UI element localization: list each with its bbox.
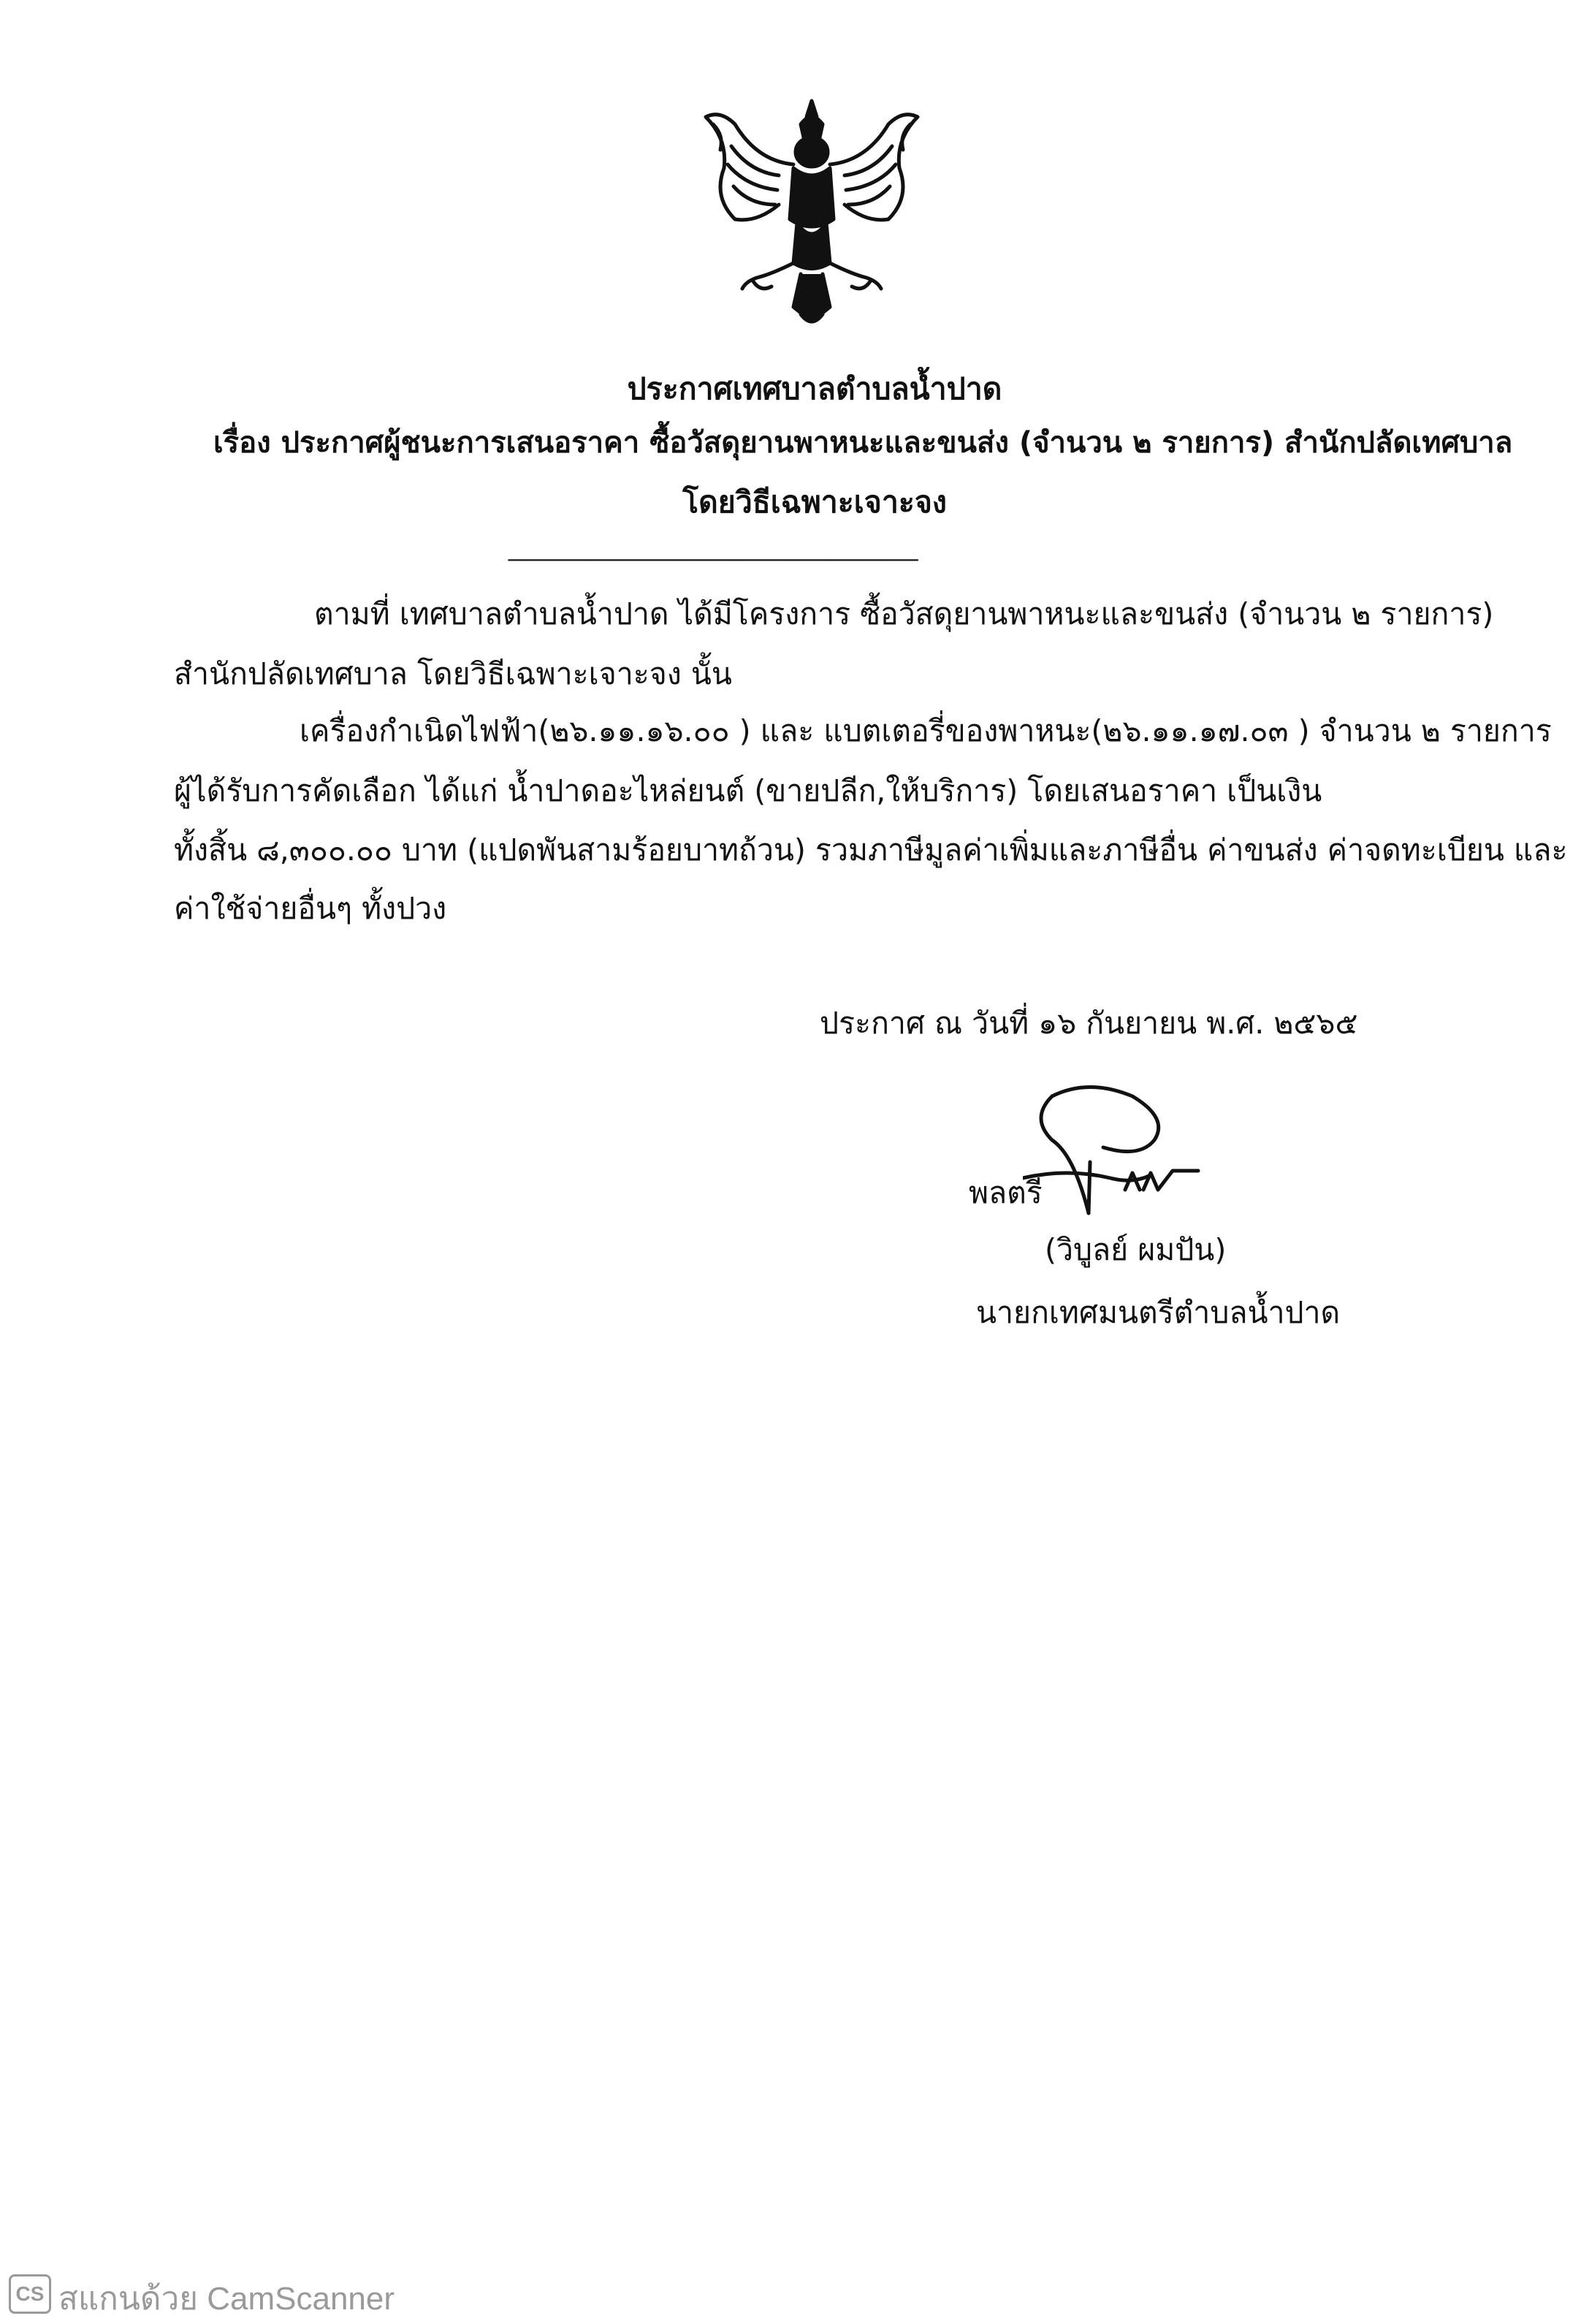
camscanner-logo-icon: CS [9, 2274, 51, 2314]
announcement-subject-line1: เรื่อง ประกาศผู้ชนะการเสนอราคา ซื้อวัสดุยานพาหนะและขนส่ง (จำนวน ๒ รายการ) สำนักปลัดเทศบาล [213, 426, 1513, 460]
body-para2-line4: ค่าใช้จ่ายอื่นๆ ทั้งปวง [174, 891, 447, 926]
handwritten-signature-icon [1023, 1082, 1213, 1228]
signatory-name: (วิบูลย์ ผมปัน) [1045, 1232, 1227, 1267]
announcement-title: ประกาศเทศบาลตำบลน้ำปาด [627, 371, 1002, 406]
garuda-emblem-icon [691, 95, 932, 329]
signatory-position: นายกเทศมนตรีตำบลน้ำปาด [976, 1295, 1341, 1330]
body-para2-line2: ผู้ได้รับการคัดเลือก ได้แก่ น้ำปาดอะไหล่ยนต์ (ขายปลีก,ให้บริการ) โดยเสนอราคา เป็นเงิน [174, 773, 1322, 808]
announcement-subject-line2: โดยวิธีเฉพาะเจาะจง [682, 485, 947, 520]
body-para2-line3: ทั้งสิ้น ๘,๓๐๐.๐๐ บาท (แปดพันสามร้อยบาทถ้วน) รวมภาษีมูลค่าเพิ่มและภาษีอื่น ค่าขนส่ง ค่าจดทะเบียน และ [174, 832, 1568, 867]
camscanner-watermark: สแกนด้วย CamScanner [58, 2281, 395, 2317]
body-para1-line2: สำนักปลัดเทศบาล โดยวิธีเฉพาะเจาะจง นั้น [174, 656, 732, 691]
header-divider: ------------------------------------------------------------------------------- [507, 547, 918, 571]
signatory-rank: พลตรี [969, 1175, 1043, 1210]
announcement-date: ประกาศ ณ วันที่ ๑๖ กันยายน พ.ศ. ๒๕๖๕ [820, 1006, 1358, 1041]
body-para2-line1: เครื่องกำเนิดไฟฟ้า(๒๖.๑๑.๑๖.๐๐ ) และ แบตเตอรี่ของพาหนะ(๒๖.๑๑.๑๗.๐๓ ) จำนวน ๒ รายการ [300, 713, 1552, 748]
body-para1-line1: ตามที่ เทศบาลตำบลน้ำปาด ได้มีโครงการ ซื้อวัสดุยานพาหนะและขนส่ง (จำนวน ๒ รายการ) [314, 596, 1494, 631]
